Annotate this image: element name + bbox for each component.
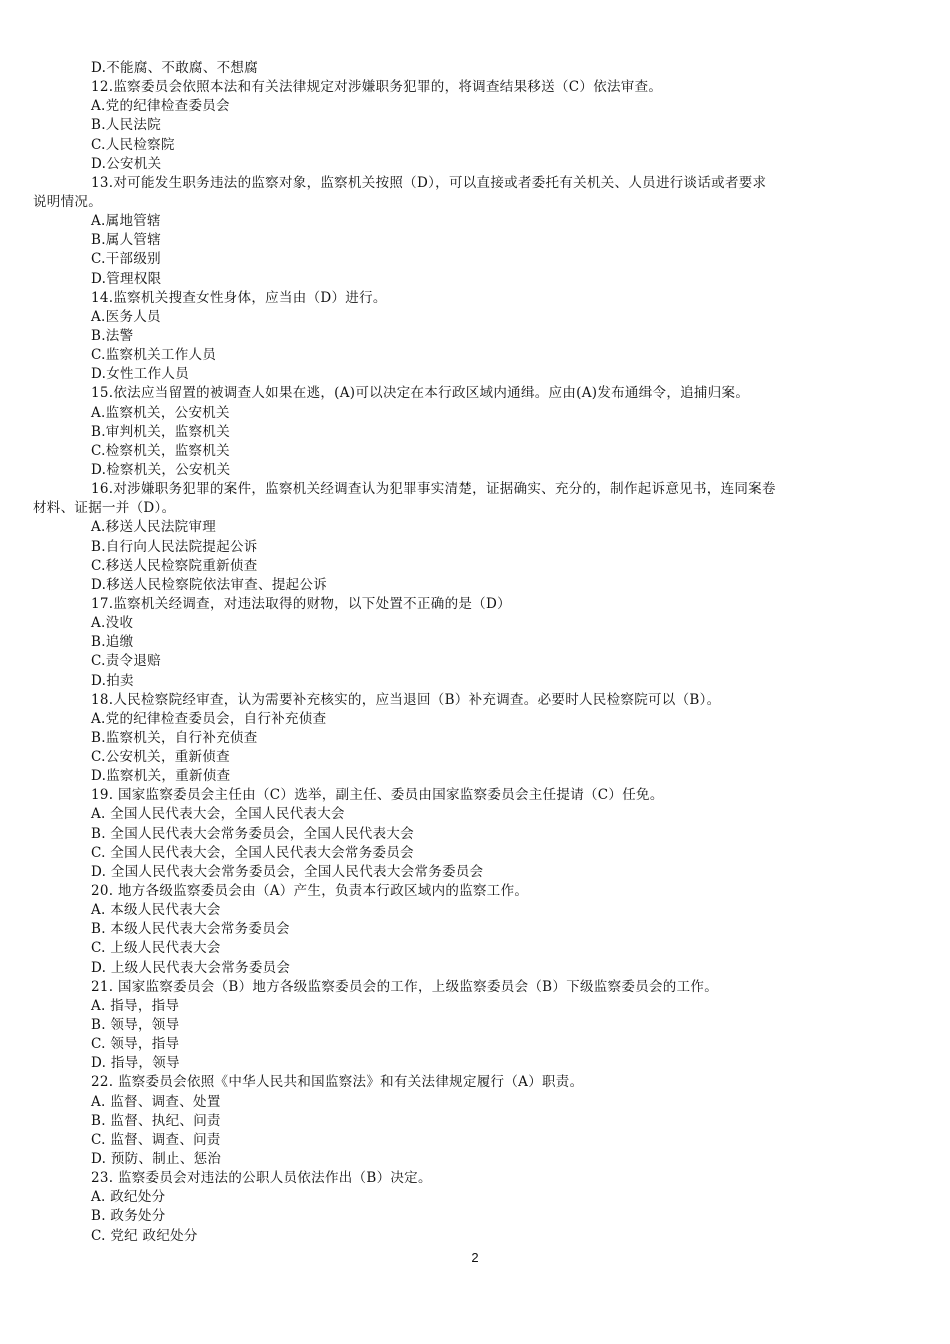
answer-option: D.公安机关 xyxy=(91,155,162,172)
question-text: 16.对涉嫌职务犯罪的案件，监察机关经调查认为犯罪事实清楚，证据确实、充分的，制作起诉意见书，连同案卷 xyxy=(91,481,776,498)
answer-option: C. 全国人民代表大会，全国人民代表大会常务委员会 xyxy=(91,844,414,861)
answer-option: D.女性工作人员 xyxy=(91,366,190,383)
question-text: 14.监察机关搜查女性身体，应当由（D）进行。 xyxy=(91,289,387,306)
answer-option: C. 监督、调查、问责 xyxy=(91,1131,221,1148)
answer-option: B. 政务处分 xyxy=(91,1208,166,1225)
answer-option: D.管理权限 xyxy=(91,270,162,287)
answer-option: B.属人管辖 xyxy=(91,232,162,249)
answer-option: A. 本级人民代表大会 xyxy=(91,902,221,919)
question-text-continued: 说明情况。 xyxy=(33,193,102,210)
answer-option: D. 预防、制止、惩治 xyxy=(91,1151,222,1168)
question-text: 22. 监察委员会依照《中华人民共和国监察法》和有关法律规定履行（A）职责。 xyxy=(91,1074,584,1091)
question-text-continued: 材料、证据一并（D）。 xyxy=(33,500,176,517)
question-text: 13.对可能发生职务违法的监察对象，监察机关按照（D），可以直接或者委托有关机关、人员进行谈话或者要求 xyxy=(91,174,767,191)
answer-option: A.属地管辖 xyxy=(91,213,161,230)
answer-option: A. 政纪处分 xyxy=(91,1189,166,1206)
answer-option: A. 全国人民代表大会，全国人民代表大会 xyxy=(91,806,345,823)
answer-option: B.法警 xyxy=(91,327,134,344)
question-text: 21. 国家监察委员会（B）地方各级监察委员会的工作，上级监察委员会（B）下级监察委员会的工作。 xyxy=(91,978,719,995)
question-text: 15.依法应当留置的被调查人如果在逃，(A)可以决定在本行政区域内通缉。应由(A)发布通缉令，追捕归案。 xyxy=(91,385,750,402)
answer-option: C. 领导，指导 xyxy=(91,1036,180,1053)
answer-option: B.监察机关，自行补充侦查 xyxy=(91,729,258,746)
page-number: 2 xyxy=(471,1250,479,1265)
answer-option: C.监察机关工作人员 xyxy=(91,347,217,364)
answer-option: A. 指导，指导 xyxy=(91,997,180,1014)
question-text: 20. 地方各级监察委员会由（A）产生，负责本行政区域内的监察工作。 xyxy=(91,883,529,900)
answer-option: A.党的纪律检查委员会 xyxy=(91,98,230,115)
answer-option: C.公安机关，重新侦查 xyxy=(91,749,230,766)
answer-option: C. 党纪 政纪处分 xyxy=(91,1227,198,1244)
answer-option: B. 领导，领导 xyxy=(91,1017,180,1034)
answer-option: B. 监督、执纪、问责 xyxy=(91,1112,221,1129)
answer-option: D.拍卖 xyxy=(91,672,134,689)
answer-option: C.检察机关，监察机关 xyxy=(91,442,230,459)
answer-option: B. 全国人民代表大会常务委员会，全国人民代表大会 xyxy=(91,825,415,842)
answer-option: B.人民法院 xyxy=(91,117,162,134)
answer-option: D.检察机关，公安机关 xyxy=(91,461,231,478)
question-text: 12.监察委员会依照本法和有关法律规定对涉嫌职务犯罪的，将调查结果移送（C）依法审查。 xyxy=(91,79,663,96)
answer-option: B.追缴 xyxy=(91,634,134,651)
answer-option: A.移送人民法院审理 xyxy=(91,519,217,536)
answer-option: D.不能腐、不敢腐、不想腐 xyxy=(91,60,259,76)
answer-option: A.党的纪律检查委员会，自行补充侦查 xyxy=(91,710,327,727)
answer-option: C.干部级别 xyxy=(91,251,161,268)
answer-option: A.监察机关，公安机关 xyxy=(91,404,230,421)
question-text: 19. 国家监察委员会主任由（C）选举，副主任、委员由国家监察委员会主任提请（C）任免。 xyxy=(91,787,664,804)
answer-option: A.医务人员 xyxy=(91,308,161,325)
question-text: 18.人民检察院经审查，认为需要补充核实的，应当退回（B）补充调查。必要时人民检察院可以（B）。 xyxy=(91,691,721,708)
answer-option: C. 上级人民代表大会 xyxy=(91,940,221,957)
answer-option: B.自行向人民法院提起公诉 xyxy=(91,538,258,555)
answer-option: A.没收 xyxy=(91,615,134,632)
answer-option: A. 监督、调查、处置 xyxy=(91,1093,221,1110)
answer-option: C.人民检察院 xyxy=(91,136,175,153)
answer-option: C.移送人民检察院重新侦查 xyxy=(91,557,258,574)
question-list xyxy=(33,59,896,1246)
question-text: 17.监察机关经调查，对违法取得的财物，以下处置不正确的是（D） xyxy=(91,595,511,612)
answer-option: D.移送人民检察院依法审查、提起公诉 xyxy=(91,576,328,593)
question-text: 23. 监察委员会对违法的公职人员依法作出（B）决定。 xyxy=(91,1170,432,1187)
answer-option: B.审判机关，监察机关 xyxy=(91,423,231,440)
answer-option: B. 本级人民代表大会常务委员会 xyxy=(91,921,290,938)
answer-option: D. 上级人民代表大会常务委员会 xyxy=(91,959,291,976)
answer-option: D. 全国人民代表大会常务委员会，全国人民代表大会常务委员会 xyxy=(91,863,484,880)
answer-option: D.监察机关，重新侦查 xyxy=(91,768,231,785)
answer-option: C.责令退赔 xyxy=(91,653,161,670)
answer-option: D. 指导，领导 xyxy=(91,1055,180,1072)
